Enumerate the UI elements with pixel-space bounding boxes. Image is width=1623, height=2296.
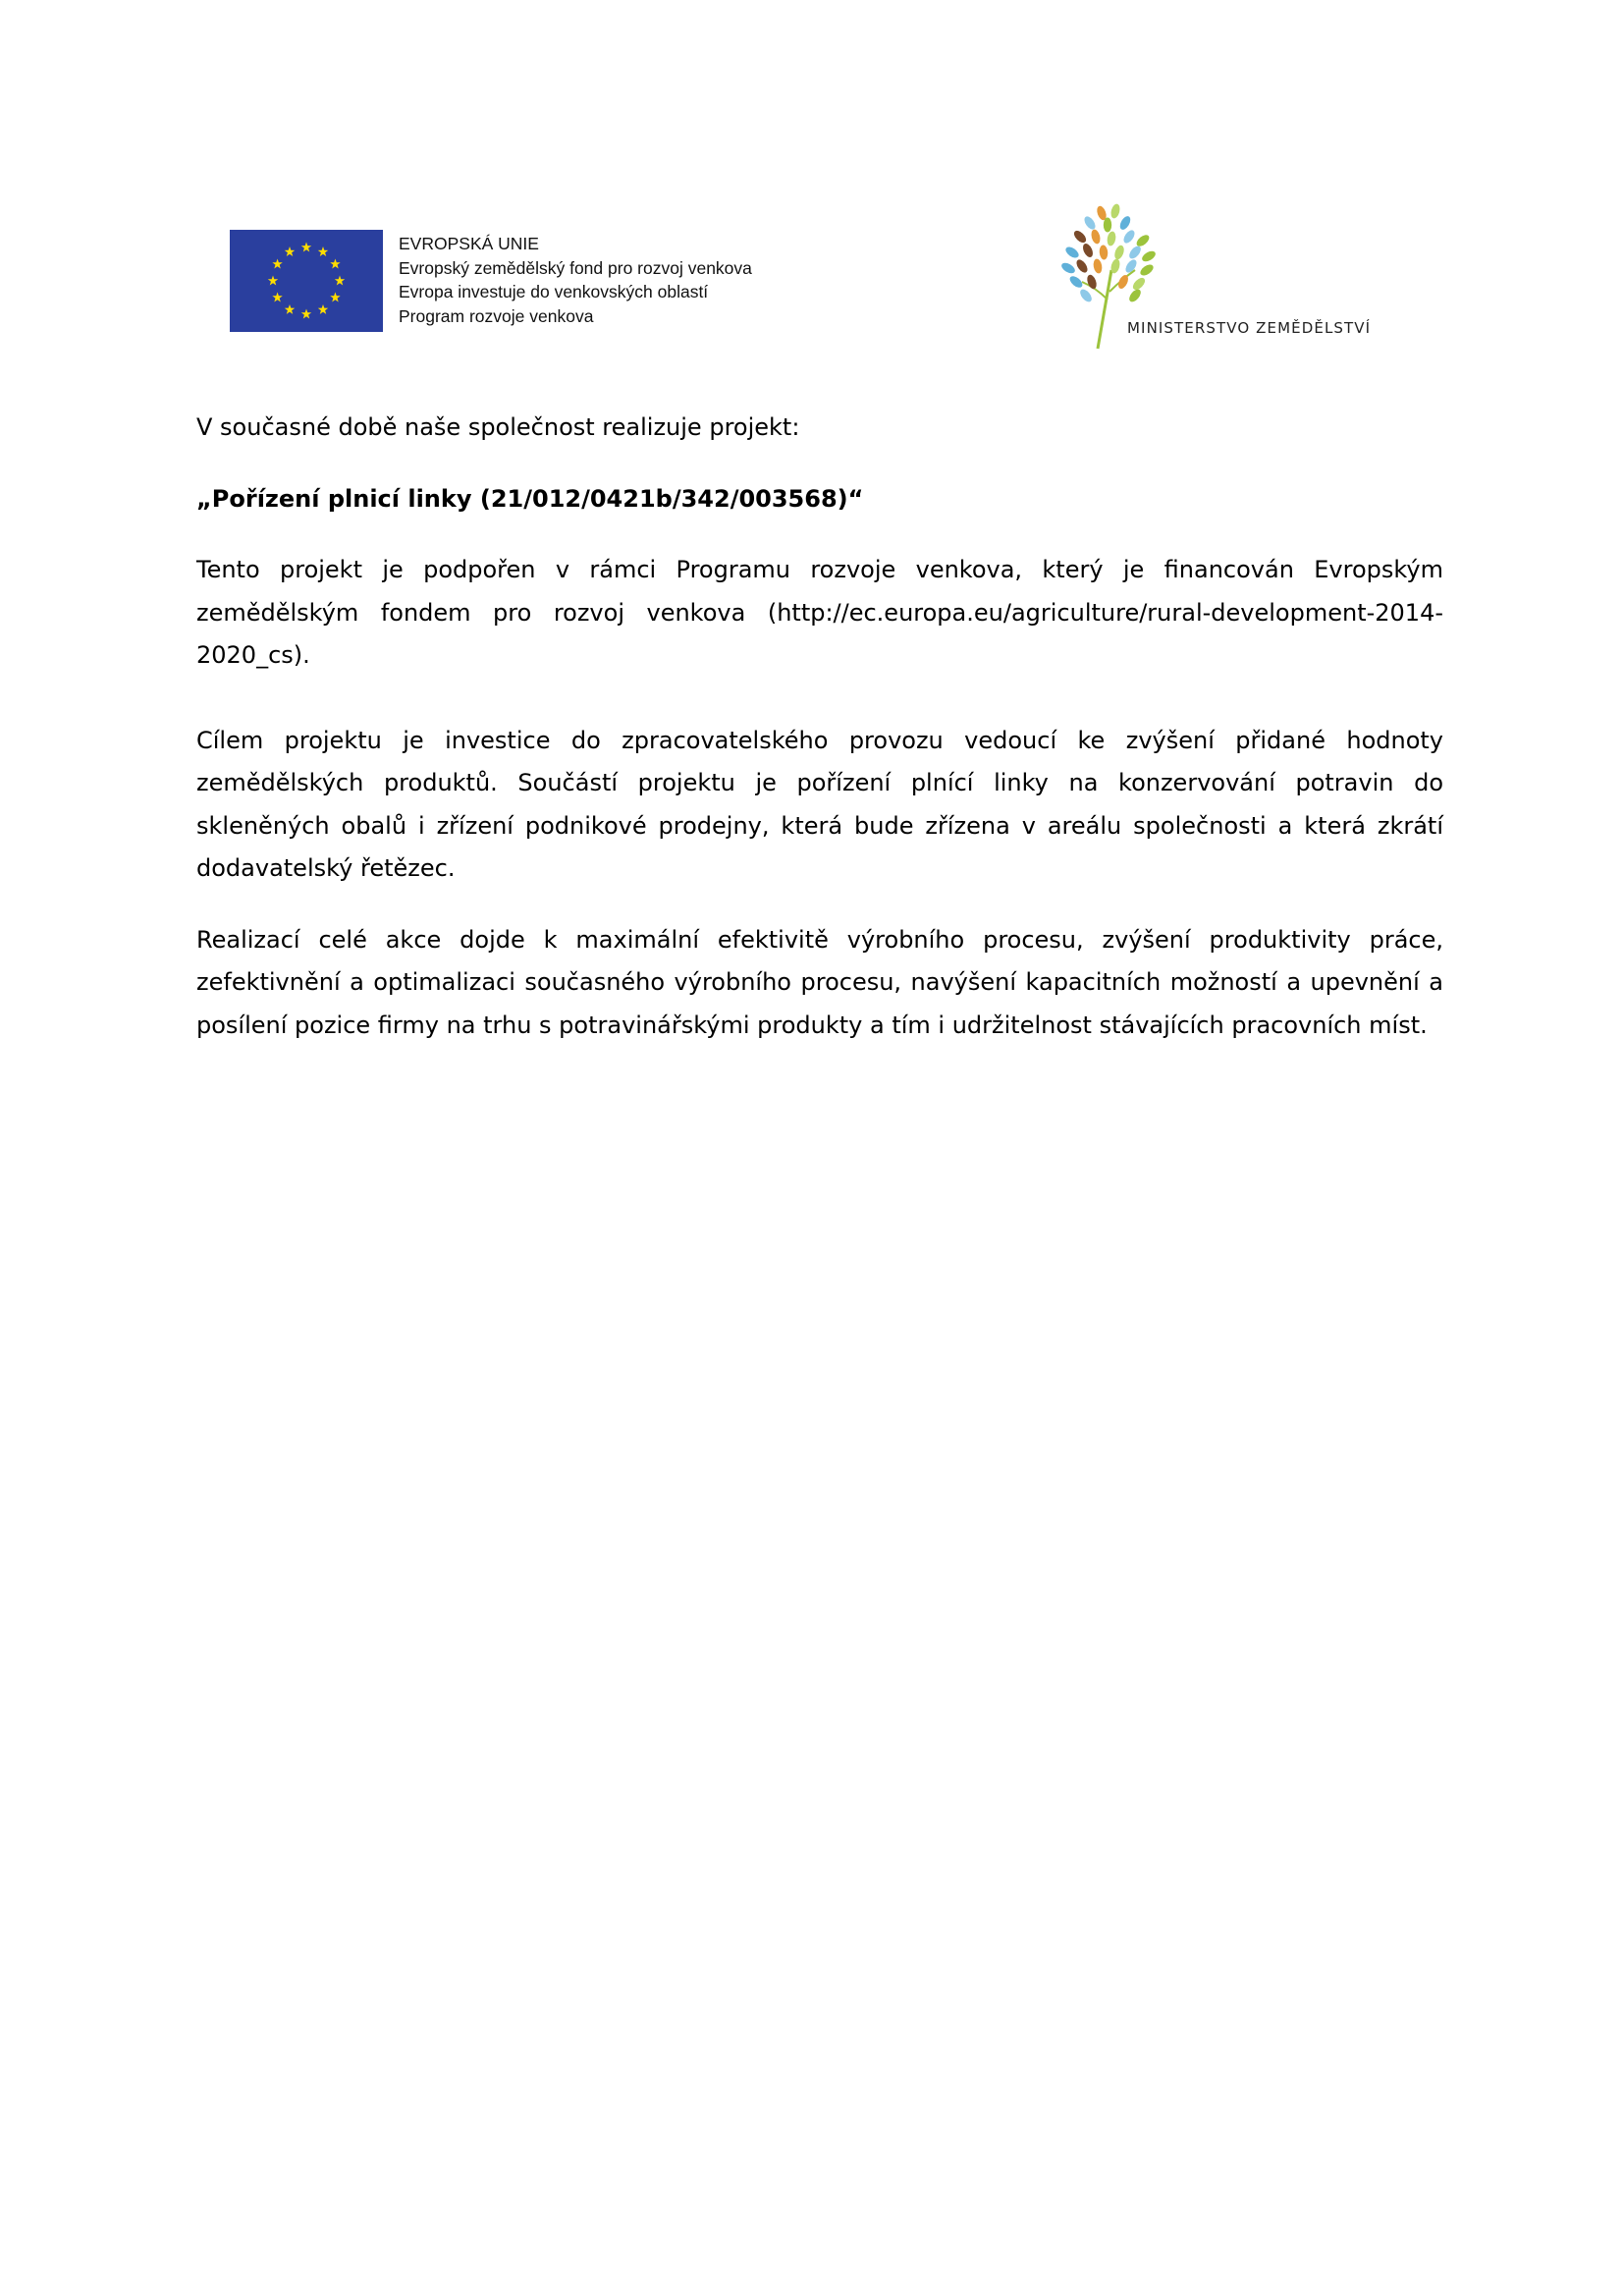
eu-title: EVROPSKÁ UNIE	[399, 234, 539, 253]
leaf-icon	[1090, 229, 1102, 246]
ministry-label: MINISTERSTVO ZEMĚDĚLSTVÍ	[1127, 319, 1372, 337]
document-body	[196, 407, 1443, 1047]
leaf-icon	[1107, 231, 1117, 246]
eu-logo-block	[230, 230, 819, 334]
leaf-icon	[1074, 257, 1089, 274]
intro-text: V současné době naše společnost realizuje projekt:	[196, 413, 800, 441]
paragraph-goal: Cílem projektu je investice do zpracovatelského provozu vedoucí ke zvýšení přidané hodnoty zemědělských produktů. Součástí projektu je pořízení plnící linky na konzervování potravin do skleněných obalů i zřízení podnikové prodejny, která bude zřízena v areálu společnosti a která zkrátí dodavatelský řetězec.	[196, 726, 1443, 882]
leaf-icon	[1127, 288, 1143, 304]
eu-text	[399, 232, 752, 328]
leaf-icon	[1068, 274, 1085, 290]
leaf-icon	[1138, 262, 1155, 277]
leaf-icon	[1059, 261, 1076, 276]
eu-flag-icon	[230, 230, 383, 332]
leaf-icon	[1082, 214, 1097, 231]
leaf-icon	[1081, 242, 1095, 258]
leaf-icon	[1131, 276, 1148, 293]
leaf-icon	[1135, 233, 1152, 248]
ministry-logo-block	[1051, 201, 1404, 354]
paragraph-funding: Tento projekt je podpořen v rámci Programu rozvoje venkova, který je financován Evropským zemědělským fondem pro rozvoj venkova (http://ec.europa.eu/agriculture/rural-development-2014-2020_cs).	[196, 556, 1443, 669]
project-title: „Pořízení plnicí linky (21/012/0421b/342/003568)“	[196, 484, 864, 513]
leaf-icon	[1085, 274, 1098, 291]
leaf-icon	[1140, 249, 1157, 264]
leaf-icon	[1127, 245, 1143, 261]
leaf-icon	[1112, 245, 1125, 261]
leaf-icon	[1118, 214, 1133, 231]
leaf-icon	[1104, 218, 1111, 233]
leaf-icon	[1099, 245, 1109, 260]
leaf-icon	[1078, 288, 1094, 304]
eu-fund-name: Evropský zemědělský fond pro rozvoj venkova	[399, 257, 752, 278]
leaf-icon	[1093, 258, 1104, 274]
paragraph-outcome: Realizací celé akce dojde k maximální efektivitě výrobního procesu, zvýšení produktivity práce, zefektivnění a optimalizaci současného výrobního procesu, navýšení kapacitních možností a upevnění a posílení pozice firmy na trhu s potravinářskými produkty a tím i udržitelnost stávajících pracovních míst.	[196, 925, 1443, 1039]
leaf-icon	[1063, 245, 1080, 259]
leaf-icon	[1121, 228, 1136, 245]
eu-program: Program rozvoje venkova	[399, 305, 594, 326]
eu-slogan: Evropa investuje do venkovských oblastí	[399, 282, 709, 301]
leaf-icon	[1109, 203, 1121, 220]
leaf-icon	[1072, 229, 1089, 246]
